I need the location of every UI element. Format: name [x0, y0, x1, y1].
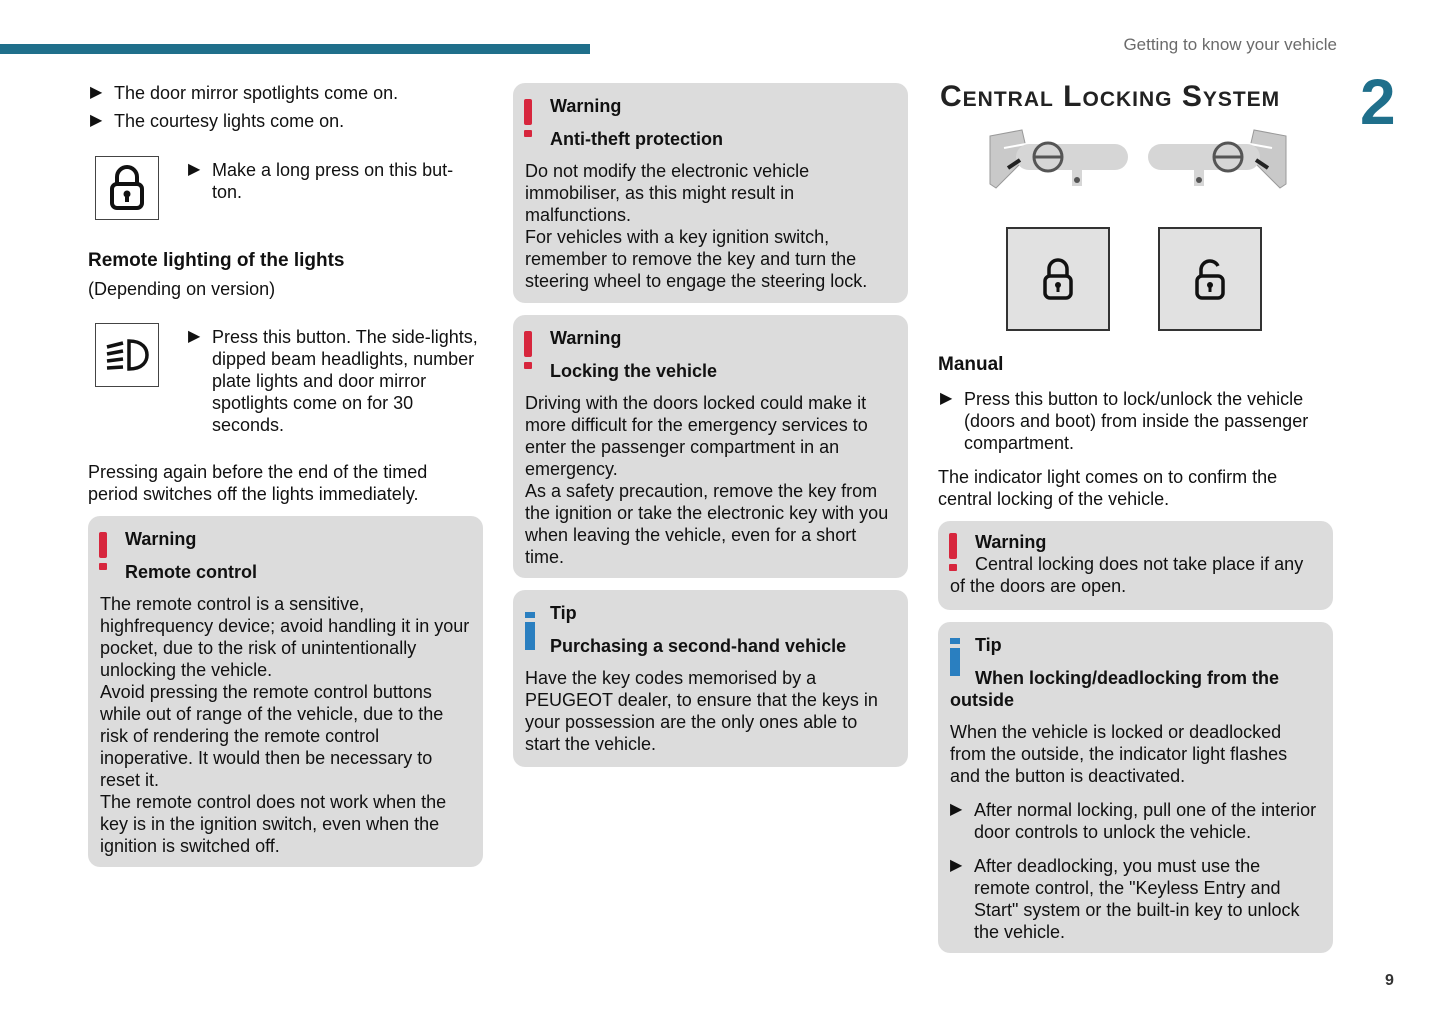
- box-type-label: Warning: [975, 532, 1047, 552]
- box-body: The remote control is a sensitive, highfrequency device; avoid handling it in your pocket, due to the risk of unintentionally unlocking the vehicle. Avoid pressing the remote control buttons while out of range of the vehicle, due to the risk of rendering the remote control inoperative. It would then be necessary to reset it. The remote control does not work when the key is in the ignition switch, even when the ignition is switched off.: [100, 594, 470, 856]
- box-type-label: Warning: [550, 96, 622, 116]
- bullet-arrow-icon: ▶: [90, 112, 103, 129]
- long-press-instruction: ▶ Make a long press on this but-ton.: [188, 160, 454, 202]
- box-body: Central locking does not take place if any of the doors are open.: [950, 554, 1304, 596]
- tip-locking-outside: [938, 622, 1333, 953]
- headlight-icon: [95, 323, 159, 387]
- tip-icon: [950, 638, 960, 678]
- box-body: Have the key codes memorised by a PEUGEOT dealer, to ensure that the keys in your possession are the only ones able to start the vehicle.: [525, 668, 878, 754]
- warning-remote-control: [88, 516, 483, 867]
- top-accent-bar: [0, 44, 590, 54]
- page-number: 9: [1385, 972, 1394, 989]
- chapter-number: 2: [1360, 66, 1396, 138]
- remote-lighting-heading: Remote lighting of the lights: [88, 250, 345, 271]
- bullet-arrow-icon: ▶: [90, 84, 103, 101]
- warning-anti-theft: [513, 83, 908, 303]
- box-title: Locking the vehicle: [550, 361, 718, 381]
- box-body: Driving with the doors locked could make it more difficult for the emergency services to enter the passenger compartment in an emergency. As a safety precaution, remove the key from the ignition or take the electronic key with you when leaving the vehicle, even for a short time.: [525, 393, 889, 567]
- box-title: Anti-theft protection: [550, 129, 723, 149]
- tip-icon: [525, 612, 535, 652]
- manual-heading: Manual: [938, 354, 1004, 375]
- manual-instruction: ▶ Press this button to lock/unlock the vehicle (doors and boot) from inside the passenger compartment.: [940, 389, 1309, 453]
- warning-icon: [98, 532, 108, 572]
- indicator-text: The indicator light comes on to confirm the central locking of the vehicle.: [938, 467, 1278, 509]
- pressing-again-text: Pressing again before the end of the timed period switches off the lights immediately.: [88, 462, 428, 504]
- box-title: When locking/deadlocking from the outside: [950, 668, 1280, 710]
- lock-button-icon: [1006, 227, 1110, 331]
- bullet-arrow-icon: ▶: [950, 801, 963, 818]
- top-bullets: [90, 82, 480, 132]
- section-title: Central Locking System: [940, 80, 1281, 113]
- box-body: Do not modify the electronic vehicle immobiliser, as this might result in malfunctions. For vehicles with a key ignition switch, remember to remove the key and turn the steering wheel to engage the steering lock.: [525, 161, 868, 291]
- dashboard-illustration: [986, 126, 1290, 194]
- bullet-arrow-icon: ▶: [188, 161, 201, 178]
- tip-bullet: ▶ After deadlocking, you must use the remote control, the "Keyless Entry and Start" system or the built-in key to unlock the vehicle.: [950, 856, 1300, 942]
- bullet-item: ▶ The door mirror spotlights come on.: [90, 83, 399, 103]
- warning-doors-open: [938, 521, 1333, 610]
- press-button-instruction: ▶ Press this button. The side-lights, dipped beam headlights, number plate lights and door mirror spotlights come on for 30 seconds.: [188, 327, 478, 435]
- bullet-arrow-icon: ▶: [940, 390, 953, 407]
- bullet-arrow-icon: ▶: [950, 857, 963, 874]
- warning-icon: [523, 99, 533, 139]
- box-type-label: Tip: [550, 603, 577, 623]
- lock-icon: [95, 156, 159, 220]
- remote-lighting-subheading: (Depending on version): [88, 279, 276, 299]
- box-title: Purchasing a second-hand vehicle: [550, 636, 847, 656]
- unlock-button-icon: [1158, 227, 1262, 331]
- box-title: Remote control: [125, 562, 258, 582]
- box-type-label: Warning: [550, 328, 622, 348]
- box-type-label: Tip: [975, 635, 1002, 655]
- warning-locking-vehicle: [513, 315, 908, 578]
- box-body: When the vehicle is locked or deadlocked from the outside, the indicator light flashes and the button is deactivated.: [950, 722, 1288, 786]
- tip-bullet: ▶ After normal locking, pull one of the interior door controls to unlock the vehicle.: [950, 800, 1317, 842]
- box-type-label: Warning: [125, 529, 197, 549]
- running-head: Getting to know your vehicle: [1123, 35, 1337, 54]
- tip-second-hand: [513, 590, 908, 767]
- bullet-arrow-icon: ▶: [188, 328, 201, 345]
- warning-icon: [523, 331, 533, 371]
- bullet-item: ▶ The courtesy lights come on.: [90, 111, 345, 131]
- warning-icon: [948, 533, 958, 573]
